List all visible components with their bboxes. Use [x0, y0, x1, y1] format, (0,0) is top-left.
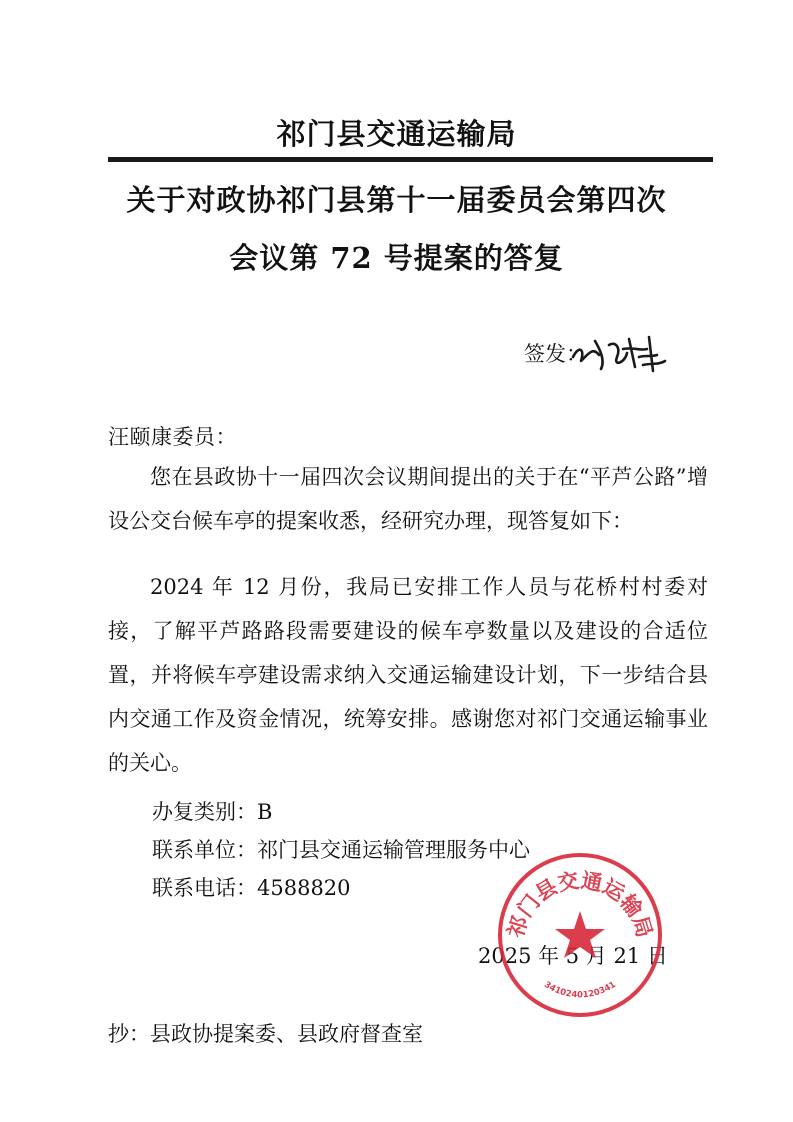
- issue-date: 2025 年 5 月 21 日: [478, 944, 668, 968]
- paragraph-1: 您在县政协十一届四次会议期间提出的关于在“平芦公路”增设公交台候车亭的提案收悉，经研究办理，现答复如下：: [108, 465, 708, 533]
- header-divider: [108, 157, 713, 162]
- salutation: 汪颐康委员：: [108, 425, 237, 449]
- svg-text:3410240120341: [542, 980, 618, 1000]
- carbon-copy: 抄：县政协提案委、县政府督查室: [108, 1022, 423, 1046]
- contact-phone: 联系电话：4588820: [152, 876, 351, 900]
- contact-unit: 联系单位：祁门县交通运输管理服务中心: [152, 838, 530, 862]
- doc-title-line1: 关于对政协祁门县第十一届委员会第四次: [126, 183, 667, 217]
- doc-title-line2: 会议第 72 号提案的答复: [229, 241, 564, 275]
- stamp-ring-text: 祁门县交通运输局: [503, 868, 657, 941]
- stamp-star-icon: [555, 911, 605, 958]
- handwritten-signature: [565, 327, 675, 377]
- stamp-code: 3410240120341: [542, 979, 618, 1001]
- signer-label: 签发：: [524, 342, 587, 366]
- paragraph-2: 2024 年 12 月份，我局已安排工作人员与花桥村村委对接，了解平芦路路段需要建设的候车亭数量以及建设的合适位置，并将候车亭建设需求纳入交通运输建设计划，下一步结合县内交通工作及资金情况，统筹安排。感谢您对祁门交通运输事业的关心。: [108, 575, 708, 775]
- org-name: 祁门县交通运输局: [276, 117, 517, 151]
- reply-category: 办复类别：B: [152, 800, 273, 824]
- official-seal-stamp: [496, 851, 664, 1019]
